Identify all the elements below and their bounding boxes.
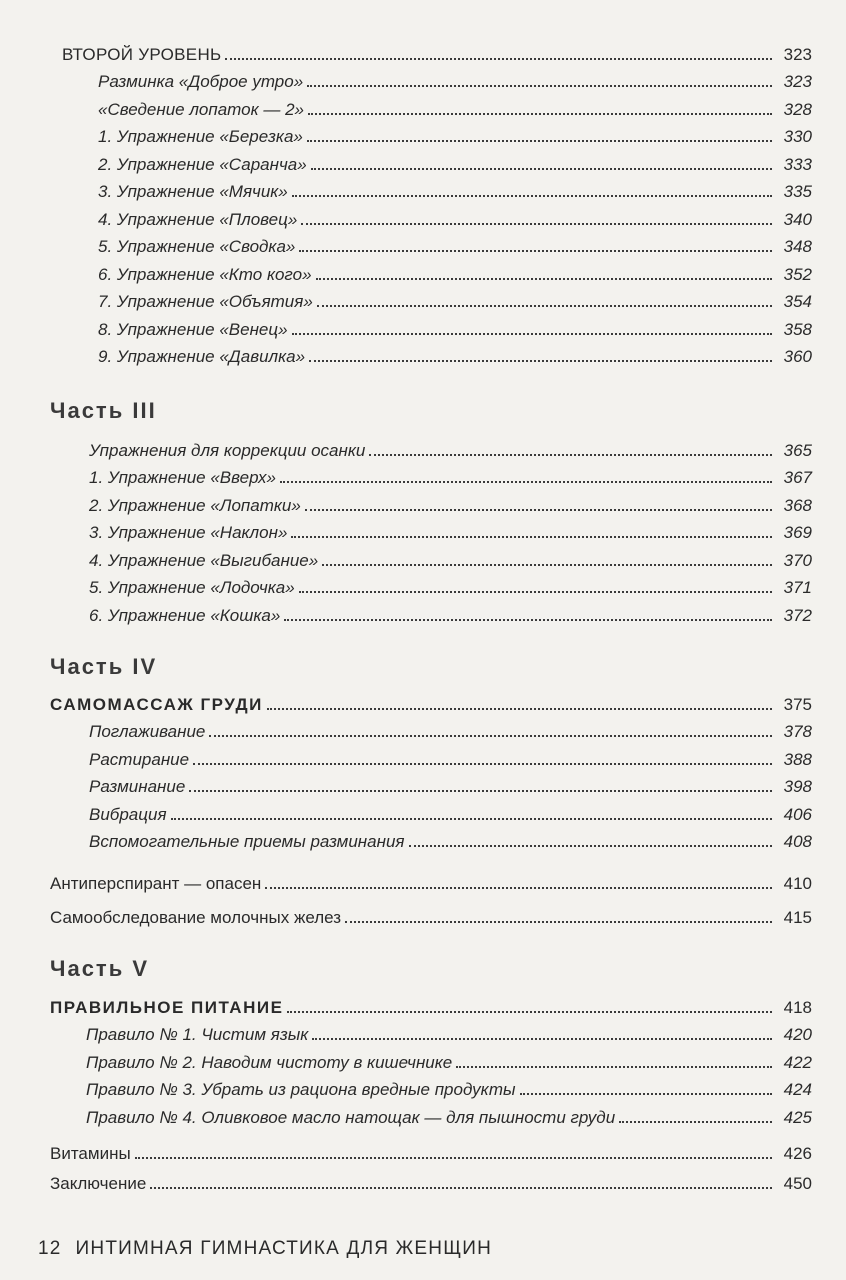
toc-entry [0,175,846,203]
toc-entry [0,1164,846,1194]
dot-leader [307,84,772,87]
dot-leader [369,453,772,456]
toc-entry [0,715,846,743]
toc-entry-page: 335 [783,182,812,201]
dot-leader [308,112,772,115]
toc-entry-label: 4. Упражнение «Пловец» [98,209,298,229]
dot-leader [265,886,772,889]
toc-entry-page: 330 [783,127,812,146]
toc-entry-page: 348 [783,237,812,256]
toc-entry [0,488,846,516]
dot-leader [619,1120,772,1123]
toc-entry-page: 369 [783,523,812,542]
toc-entry-part5-title [0,990,846,1018]
toc-entry-label: 3. Упражнение «Мячик» [98,182,288,201]
toc-entry-label: Витамины [50,1144,131,1163]
dot-leader [267,707,772,710]
dot-leader [135,1156,772,1159]
toc-entry-label: 6. Упражнение «Кошка» [89,605,281,625]
dot-leader [309,359,772,362]
toc-section-part3 [0,433,846,626]
toc-entry-label: Правило № 4. Оливковое масло натощак — для пышности груди [86,1107,616,1127]
toc-entry-label: Упражнения для коррекции осанки [89,440,366,460]
dot-leader [307,139,772,142]
dot-leader [301,222,772,225]
dot-leader [292,194,772,197]
toc-entry [0,230,846,258]
dot-leader [150,1186,772,1189]
toc-entry-page: 410 [783,874,812,893]
toc-section-part5 [0,990,846,1128]
toc-entry-page: 370 [783,550,812,570]
toc-entry-page: 340 [783,209,812,229]
toc-entry-page: 388 [783,749,812,769]
dot-leader [299,249,772,252]
toc-entry-label: Антиперспирант — опасен [50,874,262,893]
toc-entry-label: ВТОРОЙ УРОВЕНЬ [62,44,222,64]
toc-entry [0,825,846,853]
toc-entry [0,742,846,770]
toc-entry-label: Разминание [89,777,186,796]
toc-entry [0,340,846,368]
toc-entry-label: Вспомогательные приемы разминания [89,832,405,851]
toc-entry-label: Поглаживание [89,722,206,741]
toc-section-part4-extra2 [0,900,846,928]
toc-entry-label: Растирание [89,749,190,769]
toc-entry-label: 3. Упражнение «Наклон» [89,523,288,542]
part-heading-3: Часть III [50,398,157,423]
toc-entry [0,1073,846,1101]
dot-leader [280,480,772,483]
toc-entry [0,571,846,599]
running-title: ИНТИМНАЯ ГИМНАСТИКА ДЛЯ ЖЕНЩИН [75,1238,492,1259]
toc-entry-label: Правило № 2. Наводим чистоту в кишечнике [86,1052,453,1072]
toc-section-part5-extra [0,1134,846,1194]
toc-entry-page: 367 [783,468,812,487]
dot-leader [305,508,772,511]
toc-entry-label: 1. Упражнение «Вверх» [89,468,276,487]
toc-entry [0,120,846,148]
toc-entry [0,900,846,928]
toc-entry-page: 425 [783,1107,812,1127]
dot-leader [284,618,772,621]
dot-leader [189,789,772,792]
dot-leader [409,844,773,847]
toc-entry [0,312,846,340]
toc-entry-label: 4. Упражнение «Выгибание» [89,550,319,570]
dot-leader [292,332,772,335]
dot-leader [287,1010,772,1013]
dot-leader [345,920,772,923]
toc-entry-page: 406 [783,804,812,824]
toc-entry [0,543,846,571]
toc-entry-level2-title [0,37,846,65]
toc-entry-page: 422 [783,1052,812,1072]
toc-entry-label: 5. Упражнение «Сводка» [98,237,296,256]
toc-entry-page: 415 [783,908,812,927]
toc-entry-label: «Сведение лопаток — 2» [98,99,304,119]
dot-leader [299,590,772,593]
toc-entry-label: 6. Упражнение «Кто кого» [98,264,312,284]
toc-entry [0,433,846,461]
toc-entry-page: 378 [783,722,812,741]
toc-entry-label: Самообследование молочных желез [50,908,342,927]
toc-entry-part4-title [0,687,846,715]
toc-entry-page: 372 [783,605,812,625]
toc-entry-label: ПРАВИЛЬНОЕ ПИТАНИЕ [50,997,284,1017]
toc-entry-label: САМОМАССАЖ ГРУДИ [50,694,263,714]
toc-section-part4-extra [0,866,846,894]
toc-entry-page: 360 [783,347,812,366]
toc-entry-label: Разминка «Доброе утро» [98,72,304,91]
dot-leader [322,563,772,566]
toc-entry [0,598,846,626]
page-number: 12 [38,1238,62,1259]
toc-section-part4 [0,687,846,852]
toc-entry-page: 328 [783,99,812,119]
toc-entry-label: 2. Упражнение «Саранча» [98,154,307,174]
toc-entry [0,516,846,544]
part-heading-4: Часть IV [50,654,158,679]
toc-entry [0,65,846,93]
dot-leader [193,762,772,765]
dot-leader [291,535,772,538]
page-footer [38,1238,492,1260]
toc-entry-page: 352 [783,264,812,284]
toc-entry [0,202,846,230]
dot-leader [225,57,772,60]
dot-leader [317,304,772,307]
toc-entry-label: 2. Упражнение «Лопатки» [89,495,301,515]
toc-entry-label: 9. Упражнение «Давилка» [98,347,306,366]
toc-entry [0,1045,846,1073]
dot-leader [171,817,772,820]
toc-entry [0,147,846,175]
toc-entry-page: 354 [783,292,812,311]
toc-entry [0,797,846,825]
toc-entry-label: 5. Упражнение «Лодочка» [89,578,295,597]
toc-entry-page: 450 [783,1174,812,1193]
toc-entry-page: 424 [783,1080,812,1099]
toc-entry [0,92,846,120]
toc-entry-label: 7. Упражнение «Объятия» [98,292,313,311]
toc-entry-page: 418 [783,997,812,1017]
dot-leader [209,734,772,737]
toc-entry-page: 398 [783,777,812,796]
toc-entry-page: 375 [783,694,812,714]
dot-leader [456,1065,772,1068]
toc-entry-page: 408 [783,832,812,851]
toc-entry-page: 368 [783,495,812,515]
toc-entry [0,285,846,313]
toc-entry [0,257,846,285]
toc-entry [0,1134,846,1164]
toc-entry [0,1018,846,1046]
toc-entry-label: 8. Упражнение «Венец» [98,319,288,339]
toc-entry-page: 358 [783,319,812,339]
dot-leader [520,1092,772,1095]
toc-entry-label: Правило № 3. Убрать из рациона вредные продукты [86,1080,516,1099]
toc-entry-label: Правило № 1. Чистим язык [86,1025,309,1044]
toc-section-level2 [0,37,846,367]
toc-entry [0,770,846,798]
toc-entry-label: 1. Упражнение «Березка» [98,127,303,146]
toc-entry [0,461,846,489]
toc-entry [0,1100,846,1128]
toc-entry-page: 426 [783,1144,812,1163]
toc-entry-page: 371 [783,578,812,597]
part-heading-5: Часть V [50,956,150,981]
dot-leader [316,277,772,280]
toc-entry-page: 365 [783,440,812,460]
toc-entry-page: 333 [783,154,812,174]
dot-leader [311,167,772,170]
dot-leader [312,1037,772,1040]
toc-entry-page: 323 [783,72,812,91]
toc-entry-label: Заключение [50,1174,147,1193]
toc-entry-page: 323 [783,44,812,64]
toc-entry [0,866,846,894]
toc-entry-page: 420 [783,1025,812,1044]
toc-entry-label: Вибрация [89,804,167,824]
